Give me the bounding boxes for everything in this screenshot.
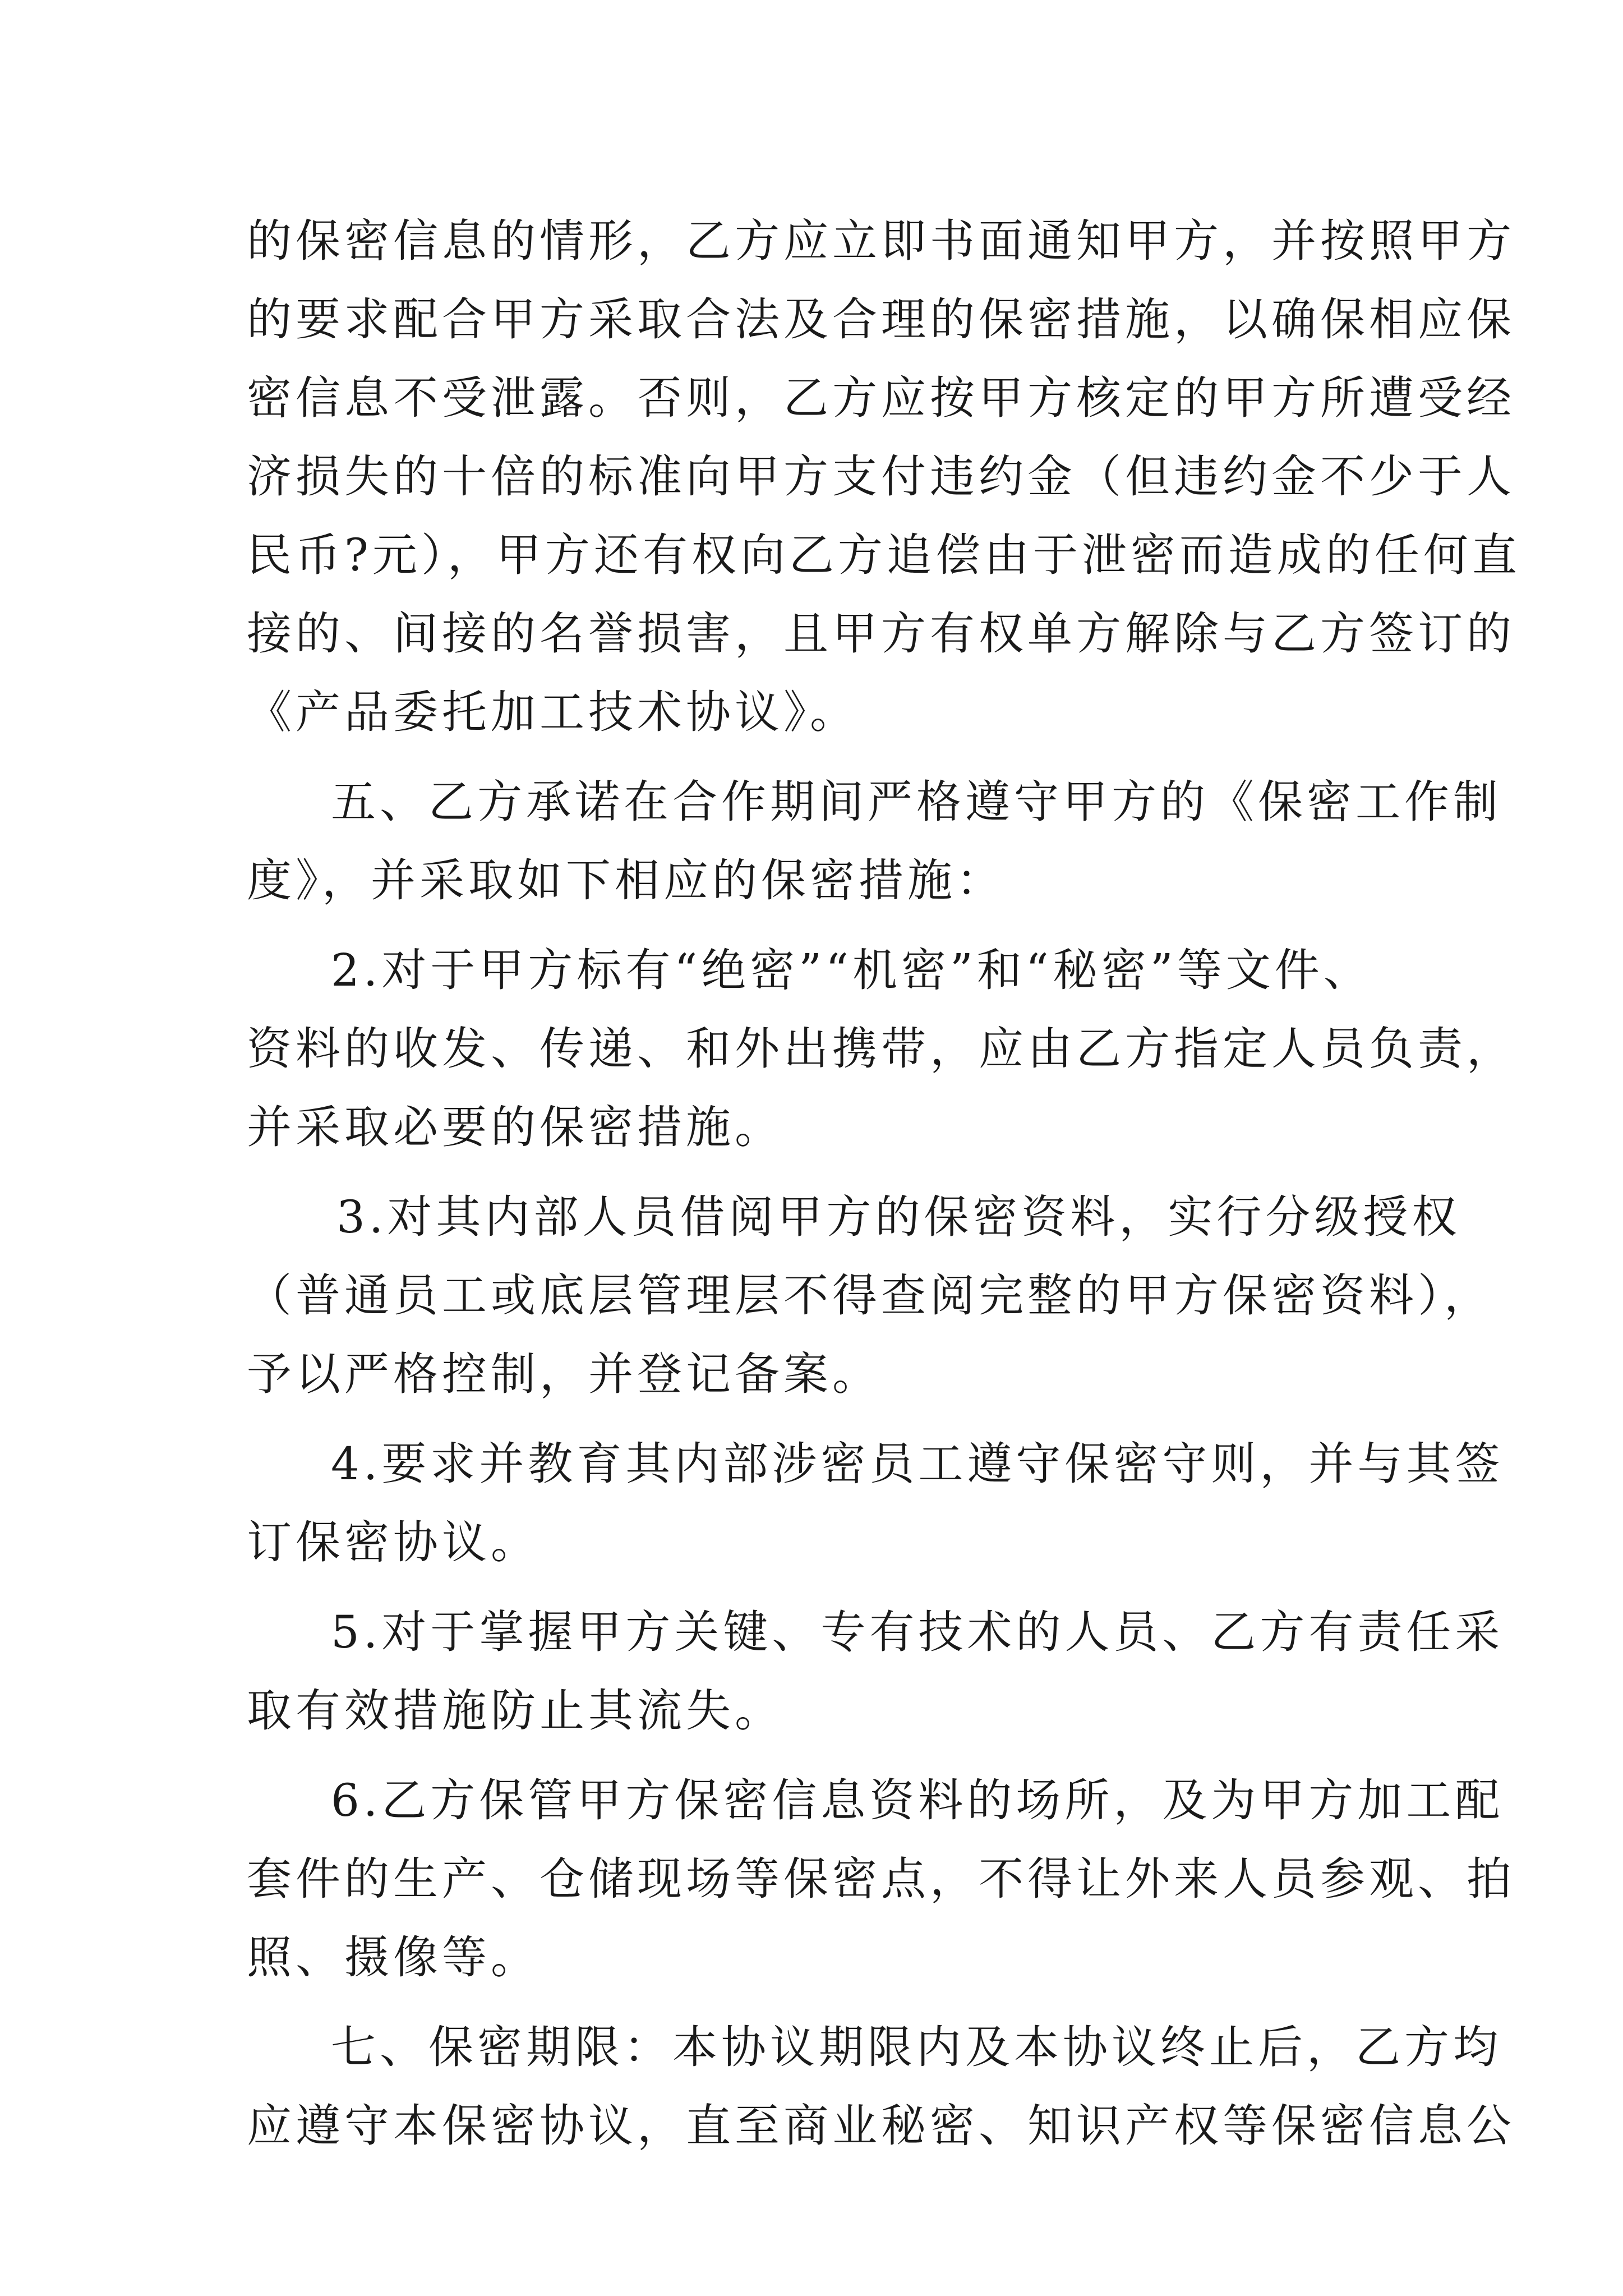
list-item-3: 3.对其内部人员借阅甲方的保密资料，实行分级授权 [336,1191,1461,1243]
text-line: 接的、间接的名誉损害，且甲方有权单方解除与乙方签订的 [247,608,1515,660]
text-line: 取有效措施防止其流失。 [247,1685,783,1737]
section-heading-7: 七、保密期限：本协议期限内及本协议终止后，乙方均 [331,2021,1502,2073]
section-heading-5: 五、乙方承诺在合作期间严格遵守甲方的《保密工作制 [331,776,1502,828]
text-line: 《产品委托加工技术协议》。 [247,686,859,738]
text-line: （普通员工或底层管理层不得查阅完整的甲方保密资料）， [247,1269,1493,1322]
list-item-5: 5.对于掌握甲方关键、专有技术的人员、乙方有责任采 [331,1606,1504,1658]
list-item-4: 4.要求并教育其内部涉密员工遵守保密守则，并与其签 [331,1438,1504,1490]
text-line: 照、摄像等。 [247,1931,540,1984]
text-line: 度》，并采取如下相应的保密措施： [247,854,1005,907]
text-line: 的要求配合甲方采取合法及合理的保密措施，以确保相应保 [247,293,1515,346]
text-line: 应遵守本保密协议，直至商业秘密、知识产权等保密信息公 [247,2100,1515,2152]
text-line: 并采取必要的保密措施。 [247,1101,783,1153]
text-line: 的保密信息的情形，乙方应立即书面通知甲方，并按照甲方 [247,215,1515,267]
text-line: 民币?元），甲方还有权向乙方追偿由于泄密而造成的任何直 [247,529,1521,581]
text-line: 订保密协议。 [247,1516,540,1568]
list-item-2: 2.对于甲方标有“绝密”“机密”和“秘密”等文件、 [331,944,1372,996]
list-item-6: 6.乙方保管甲方保密信息资料的场所，及为甲方加工配 [331,1774,1504,1826]
text-line: 予以严格控制，并登记备案。 [247,1348,881,1400]
text-line: 套件的生产、仓储现场等保密点，不得让外来人员参观、拍 [247,1853,1515,1905]
text-line: 资料的收发、传递、和外出携带，应由乙方指定人员负责， [247,1023,1515,1075]
text-line: 密信息不受泄露。否则，乙方应按甲方核定的甲方所遭受经 [247,372,1515,424]
text-line: 济损失的十倍的标准向甲方支付违约金（但违约金不少于人 [247,450,1515,503]
